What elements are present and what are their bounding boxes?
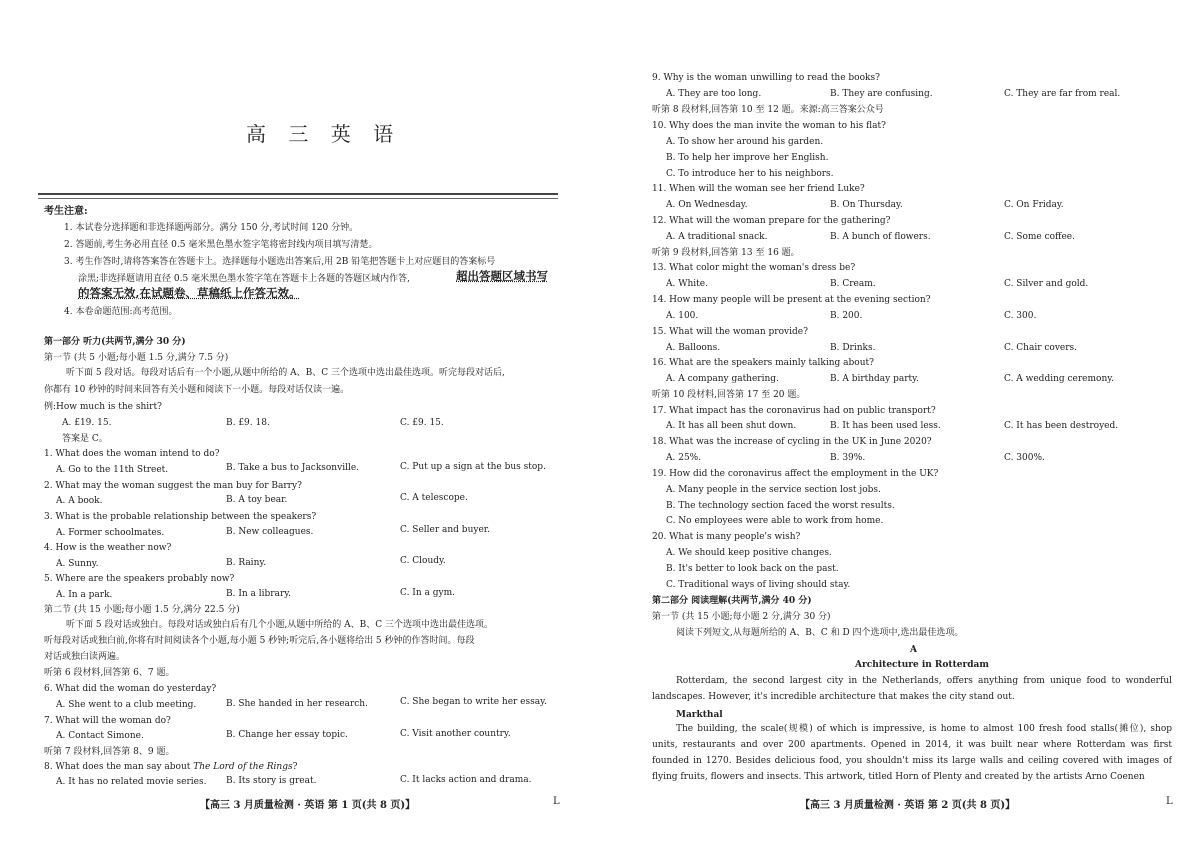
- option: B. £9. 18.: [226, 418, 270, 428]
- option: A. They are too long.: [666, 89, 762, 99]
- option: A. Contact Simone.: [56, 731, 144, 741]
- notice-item: 涂黑;非选择题请用直径 0.5 毫米黑色墨水签字笔在答题卡上各题的答题区域内作答,: [78, 274, 410, 284]
- option: C. Put up a sign at the bus stop.: [400, 462, 546, 472]
- section-heading: 第一节 (共 15 小题;每小题 2 分,满分 30 分): [652, 612, 831, 622]
- instructions: 你都有 10 秒钟的时间来回答有关小题和阅读下一小题。每段对话仅读一遍。: [44, 385, 350, 395]
- page-footer: 【高三 3 月质量检测 · 英语 第 2 页(共 8 页)】: [800, 800, 1016, 811]
- example-answer: 答案是 C。: [62, 434, 108, 444]
- material-heading: 听第 6 段材料,回答第 6、7 题。: [44, 668, 175, 678]
- instructions: 对话或独白读两遍。: [44, 652, 126, 662]
- notice-heading: 考生注意:: [44, 206, 88, 217]
- question: 1. What does the woman intend to do?: [44, 449, 220, 459]
- option: A. A book.: [56, 496, 103, 506]
- option: B. She handed in her research.: [226, 699, 368, 709]
- option: C. It lacks action and drama.: [400, 775, 532, 785]
- book-title: The Lord of the Rings: [193, 762, 293, 772]
- passage-subheading: Markthal: [676, 710, 723, 720]
- question: 17. What impact has the coronavirus had on public transport?: [652, 406, 936, 416]
- question: 6. What did the woman do yesterday?: [44, 684, 217, 694]
- option: A. We should keep positive changes.: [666, 548, 832, 558]
- option: C. Chair covers.: [1004, 343, 1078, 353]
- notice-item: 2. 答题前,考生务必用直径 0.5 毫米黑色墨水签字笔将密封线内项目填写清楚。: [64, 240, 378, 250]
- option: C. She began to write her essay.: [400, 697, 547, 707]
- question: 18. What was the increase of cycling in the UK in June 2020?: [652, 437, 932, 447]
- option: B. 39%.: [830, 453, 866, 463]
- notice-emphasis: 的答案无效,在试题卷、草稿纸上作答无效。: [78, 286, 301, 300]
- option: A. 100.: [666, 311, 699, 321]
- question: 2. What may the woman suggest the man buy for Barry?: [44, 481, 302, 491]
- option: C. Visit another country.: [400, 729, 511, 739]
- question: 13. What color might the woman's dress be?: [652, 263, 856, 273]
- option: C. Silver and gold.: [1004, 279, 1089, 289]
- option: C. 300%.: [1004, 453, 1045, 463]
- option: C. No employees were able to work from home.: [666, 516, 884, 526]
- option: B. New colleagues.: [226, 527, 314, 537]
- option: B. Take a bus to Jacksonville.: [226, 463, 360, 473]
- option: C. To introduce her to his neighbors.: [666, 169, 834, 179]
- option: A. Sunny.: [56, 559, 99, 569]
- page-version: L: [553, 796, 560, 807]
- question: 4. How is the weather now?: [44, 543, 172, 553]
- option: A. A company gathering.: [666, 374, 779, 384]
- option: A. On Wednesday.: [666, 200, 748, 210]
- option: A. Many people in the service section lost jobs.: [666, 485, 881, 495]
- option: A. 25%.: [666, 453, 702, 463]
- notice-item: 3. 考生作答时,请将答案答在答题卡上。选择题每小题选出答案后,用 2B 铅笔把答题卡上对应题目的答案标号: [64, 257, 496, 267]
- question: 10. Why does the man invite the woman to his flat?: [652, 121, 886, 131]
- option: B. Its story is great.: [226, 776, 317, 786]
- passage-letter: A: [910, 645, 917, 655]
- instructions: 听每段对话或独白前,你将有时间阅读各个小题,每小题 5 秒钟;听完后,各小题将给出 5 秒钟的作答时间。每段: [44, 636, 475, 646]
- option: B. The technology section faced the worst results.: [666, 501, 895, 511]
- right-page: [600, 0, 1200, 849]
- instructions: 听下面 5 段对话。每段对话后有一个小题,从题中所给的 A、B、C 三个选项中选出最佳选项。听完每段对话后,: [66, 368, 505, 378]
- option: B. Drinks.: [830, 343, 876, 353]
- option: A. She went to a club meeting.: [56, 700, 197, 710]
- option: B. Rainy.: [226, 558, 267, 568]
- part-heading: 第二部分 阅读理解(共两节,满分 40 分): [652, 596, 812, 606]
- option: C. A telescope.: [400, 493, 468, 503]
- material-heading: 听第 7 段材料,回答第 8、9 题。: [44, 747, 175, 757]
- notice-emphasis: 超出答题区域书写: [456, 269, 548, 283]
- question: 14. How many people will be present at the evening section?: [652, 295, 931, 305]
- question-text: ?: [292, 762, 298, 772]
- option: B. In a library.: [226, 589, 292, 599]
- section-heading: 第一节 (共 5 小题;每小题 1.5 分,满分 7.5 分): [44, 353, 229, 363]
- question: 20. What is many people's wish?: [652, 532, 801, 542]
- option: C. £9. 15.: [400, 418, 444, 428]
- question: 12. What will the woman prepare for the gathering?: [652, 216, 891, 226]
- option: A. It has all been shut down.: [666, 421, 797, 431]
- question: [44, 762, 297, 773]
- option: A. Balloons.: [666, 343, 721, 353]
- option: C. Some coffee.: [1004, 232, 1075, 242]
- page-version: L: [1166, 796, 1173, 807]
- option: A. In a park.: [56, 590, 113, 600]
- question-text: 8. What does the man say about: [44, 762, 194, 772]
- option: A. It has no related movie series.: [56, 777, 207, 787]
- question: 15. What will the woman provide?: [652, 327, 808, 337]
- divider: [38, 193, 558, 195]
- option: B. They are confusing.: [830, 89, 933, 99]
- option: C. They are far from real.: [1004, 89, 1121, 99]
- option: B. It has been used less.: [830, 421, 941, 431]
- passage-title: Architecture in Rotterdam: [855, 660, 989, 670]
- option: B. On Thursday.: [830, 200, 903, 210]
- instructions: 听下面 5 段对话或独白。每段对话或独白后有几个小题,从题中所给的 A、B、C 三个选项中选出最佳选项。: [66, 620, 494, 630]
- question: 19. How did the coronavirus affect the employment in the UK?: [652, 469, 939, 479]
- material-heading: 听第 10 段材料,回答第 17 至 20 题。: [652, 390, 806, 400]
- option: B. To help her improve her English.: [666, 153, 829, 163]
- material-heading: 听第 8 段材料,回答第 10 至 12 题。来源:高三答案公众号: [652, 105, 884, 115]
- example-question: 例:How much is the shirt?: [44, 402, 162, 412]
- option: B. A toy bear.: [226, 495, 288, 505]
- option: B. Cream.: [830, 279, 876, 289]
- divider: [38, 198, 558, 199]
- notice-item: 1. 本试卷分选择题和非选择题两部分。满分 150 分,考试时间 120 分钟。: [64, 223, 359, 233]
- passage-paragraph: Rotterdam, the second largest city in the Netherlands, offers anything from unique food to wonderful landscapes. However, it's incredible architecture that makes the city stand out.: [652, 676, 1172, 702]
- option: B. It's better to look back on the past.: [666, 564, 839, 574]
- option: C. It has been destroyed.: [1004, 421, 1119, 431]
- option: A. A traditional snack.: [666, 232, 768, 242]
- option: A. Former schoolmates.: [56, 528, 165, 538]
- option: C. In a gym.: [400, 588, 455, 598]
- option: C. 300.: [1004, 311, 1037, 321]
- option: C. Seller and buyer.: [400, 525, 490, 535]
- option: B. A birthday party.: [830, 374, 919, 384]
- passage-paragraph: The building, the scale(规模) of which is impressive, is home to almost 100 fresh food stalls(摊位), shop units, restaurants and over 200 apartments. Opened in 2014, it was built near where Rotterdam was first founded in 1270. Besides delicious food, you shouldn't miss its large walls and ceiling covered with images of flying fruits, flowers and insects. This artwork, titled Horn of Plenty and created by the artists Arno Coenen: [652, 724, 1172, 782]
- option: B. A bunch of flowers.: [830, 232, 931, 242]
- section-heading: 第二节 (共 15 小题;每小题 1.5 分,满分 22.5 分): [44, 605, 240, 615]
- exam-title: 高 三 英 语: [246, 122, 402, 146]
- option: B. Change her essay topic.: [226, 730, 348, 740]
- notice-item: 4. 本卷命题范围:高考范围。: [64, 307, 178, 317]
- page-footer: 【高三 3 月质量检测 · 英语 第 1 页(共 8 页)】: [200, 800, 416, 811]
- option: C. On Friday.: [1004, 200, 1064, 210]
- question: 3. What is the probable relationship between the speakers?: [44, 512, 317, 522]
- question: 16. What are the speakers mainly talking about?: [652, 358, 874, 368]
- question: 7. What will the woman do?: [44, 716, 171, 726]
- option: B. 200.: [830, 311, 863, 321]
- question: 9. Why is the woman unwilling to read the books?: [652, 73, 880, 83]
- option: A. To show her around his garden.: [666, 137, 824, 147]
- option: A. Go to the 11th Street.: [56, 465, 169, 475]
- option: A. £19. 15.: [62, 418, 112, 428]
- question: 5. Where are the speakers probably now?: [44, 574, 235, 584]
- option: A. White.: [666, 279, 708, 289]
- option: C. A wedding ceremony.: [1004, 374, 1114, 384]
- option: C. Traditional ways of living should stay.: [666, 580, 851, 590]
- part-heading: 第一部分 听力(共两节,满分 30 分): [44, 337, 186, 347]
- material-heading: 听第 9 段材料,回答第 13 至 16 题。: [652, 248, 800, 258]
- option: C. Cloudy.: [400, 556, 446, 566]
- question: 11. When will the woman see her friend Luke?: [652, 184, 865, 194]
- instructions: 阅读下列短文,从每题所给的 A、B、C 和 D 四个选项中,选出最佳选项。: [676, 628, 964, 638]
